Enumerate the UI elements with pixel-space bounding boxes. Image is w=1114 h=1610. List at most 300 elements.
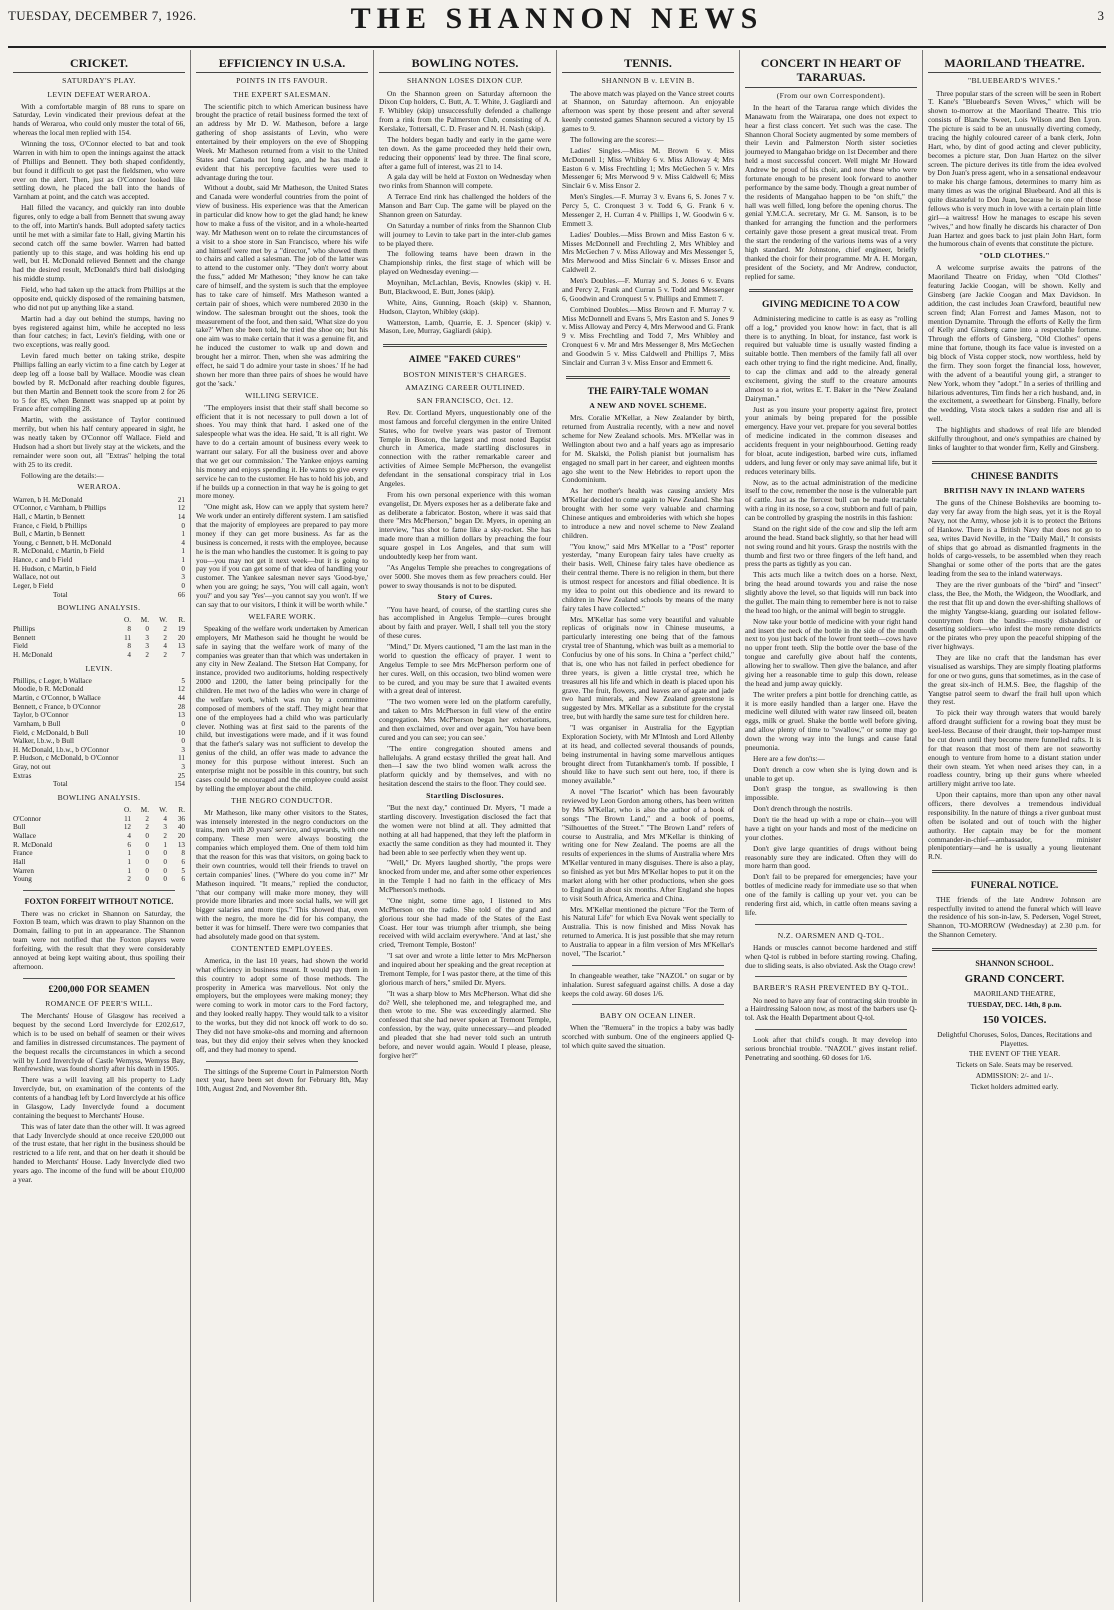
cell-name: Phillips, c Leger, b Wallace xyxy=(13,676,92,685)
paragraph: No need to have any fear of contracting skin trouble in a Hairdressing Saloon now, as most of the barbers use Q-tol. Ask the Health Department about Q-tol. xyxy=(745,995,917,1023)
subhead-cricket: SATURDAY'S PLAY. xyxy=(62,76,136,86)
batting-row xyxy=(13,694,185,703)
cell-name: Hance, c and b Field xyxy=(13,556,73,565)
cell-value: 0 xyxy=(145,857,149,866)
bowling-head-2: BOWLING ANALYSIS. xyxy=(57,793,141,803)
paragraph: "The two women were led on the platform carefully, and taken to Mrs McPherson in full view of the entire congregation. Mrs McPherson began her exhortations, and then exclaimed, over and over again, 'You have been cured and you can see; you can see.' xyxy=(379,697,551,742)
col-r: R. xyxy=(178,806,185,815)
headline-cricket: CRICKET. xyxy=(13,56,185,73)
paragraph: Ladies' Singles.—Miss M. Brown 6 v. Miss McDonnell 1; Miss Whibley 6 v. Miss Alloway 4; Mrs Easton 6 v. Miss Frechtling 1; Mrs McGechen 5 v. Mrs Messenger 6; Mrs Merwood 9 v. Miss Caldwell 6; Miss Sinclair 6 v. Miss Ensor 2. xyxy=(562,145,734,191)
paragraph: There was no cricket in Shannon on Saturday, the Foxton B team, which was drawn to play Shannon on the Domain, failing to put in an appearance. The Shannon team were not notified that the Foxton players were forfeiting, with the result that they were considerably annoyed at being kept waiting about, thus spoiling their afternoon. xyxy=(13,908,185,971)
total-label: Total xyxy=(53,780,68,789)
cell-value: 3 xyxy=(181,763,185,772)
paragraph: Here are a few don'ts:— xyxy=(753,753,825,763)
divider xyxy=(755,976,907,977)
cell-value: 36 xyxy=(177,814,185,823)
batting-row xyxy=(13,737,185,746)
cell-name: Taylor, b O'Connor xyxy=(13,711,69,720)
cell-value: 4 xyxy=(181,538,185,547)
cell-name: Field, c McDonald, b Bull xyxy=(13,728,89,737)
column-4 xyxy=(557,50,740,1602)
paragraph: The guns of the Chinese Bolsheviks are booming to-day very far away from the high seas, yet it is the Royal Navy, not the Army, whose job it is to protect the Britons of Hankow. There is a British Navy that does not go to sea, writes David Neville, in the "Daily Mail," It consists of ships that go abroad as dismantled fragments in the holds of cargo-vessels, to be assembled when they reach Shanghai or some other of the ports that are the gates leading from the sea to the inland waterways. xyxy=(928,498,1101,579)
concert-date: TUESDAY, DEC. 14th, 8 p.m. xyxy=(967,999,1062,1009)
headline-grand-concert: GRAND CONCERT. xyxy=(964,972,1065,985)
cell-value: 2 xyxy=(163,625,167,634)
nazol-advert: In changeable weather, take "NAZOL" on sugar or by inhalation. Surest safeguard against chills. A dose a day keeps the cold away. 60 doses 1/6. xyxy=(562,970,734,998)
cell-name: Wallace, not out xyxy=(13,573,60,582)
cell-value: 6 xyxy=(127,840,131,849)
divider xyxy=(932,870,1097,873)
headline-bandits: CHINESE BANDITS xyxy=(970,471,1059,482)
paragraph: Mrs. M'Kellar has some very beautiful and valuable replicas of originals now in Chinese museums, a particularly interesting one being that of the famous crystal tree of Shantung, which was built as a memorial to Confucius by one of his sons. In China a "perfect child," that is, one who has not failed in perfect obedience for three years, is given a little crystal tree, which he treasures all his life and which in death is placed upon his grave. The fruit, flowers, and leaves are of agate and jade two hard minerals, and New Zealand greenstone is suggested by Mrs. M'Kellar as a substitute for the crystal tree, but with hardly the same sure test for children here. xyxy=(562,614,734,722)
batting-row xyxy=(13,711,185,720)
cell-name: Warren xyxy=(13,866,34,875)
paragraph: The writer prefers a pint bottle for drenching cattle, as it is more easily handled than a larger one. Have the medicine well diluted with water raw linseed oil, beaten eggs, milk or gruel. Shake the bottle well before giving, and allow plenty of time to "swallow," or some may go down the wrong way into the lungs and cause fatal pneumonia. xyxy=(745,689,917,752)
cell-value: 2 xyxy=(145,650,149,659)
cell-value: 3 xyxy=(145,642,149,651)
paragraph: Men's Singles.—F. Murray 3 v. Evans 6, S. Jones 7 v. Percy 5, C. Cronquest 3 v. Todd 6, G. Frank 6 v. Messenger 2, H. Curran 4 v. Phillips 1, W. Goodwin 6 v. Emmett 3. xyxy=(562,192,734,228)
divider xyxy=(755,1029,907,1030)
paragraph: A welcome surprise awaits the patrons of the Maoriland Theatre on Friday, when "Old Clothes" featuring Jackie Coogan, will be shown. Kelly and Ginsberg (are Jackie Coogan and Max Davidson. In addition, the cast includes Joan Crawford, beautiful new screen find; Alan Forrest and James Mason, not to mention Dynamite. Through the efforts of Kelly the firm of Kelly and Ginsberg came into a respectable fortune. Through the efforts of Ginsberg, "Old Clothes" opens mine that fortune, though its face value is invested on a big block of Vista copper stock, now worthless, held by the firm. They soon forget the financial loss, however, with the advent of a beautiful young girl, a stranger to New York, whom they "adopt." In a series of thrilling and hilarious adventures, Tim finds her a rich husband, and, in the excitement, a sweetheart for Ginsberg. Finally, before the wedding, Vista stock takes a sudden rise and all is well. xyxy=(928,263,1101,424)
cell-value: 1 xyxy=(181,530,185,539)
cell-name: Wallace xyxy=(13,832,36,841)
subhead-aimee-2: AMAZING CAREER OUTLINED. xyxy=(405,382,525,392)
paragraph: "You know," said Mrs M'Kellar to a "Post" reporter yesterday, "many European fairy tales have cruelty as their basis. Well, Chinese fairy tales have obedience as their central theme. There is no religion in them, but there is utmost respect for ancestors and filial obedience. It is my idea to point out this obedience and its reward to children in New Zealand schools by means of the many fairy tales I have collected." xyxy=(562,541,734,613)
bowling-row xyxy=(13,651,185,660)
paragraph: Mrs. Coralie M'Kellar, a New Zealander by birth, returned from Australia recently, with a new and novel scheme for New Zealand schools. Mrs. M'Kellar was in Wellington about two and a half years ago as impresario for M. Skalski, the Polish pianist but journalism has engaged no small part in her career, and eighteen months ago she went to the New Hebrides to report upon the Condominium. xyxy=(562,413,734,485)
paragraph: When the "Remuera" in the tropics a baby was badly scorched with sunburn. One of the engineers applied Q-tol which quite saved the situation. xyxy=(562,1023,734,1051)
cell-value: 4 xyxy=(127,650,131,659)
paragraph: "One night, some time ago, I listened to Mrs McPherson on the radio. She told of the grand and glorious tour she had made of the States of the East Coast. Her tour was triumph after triumph, she being received with wild acclaim everywhere. 'And at last,' she cried, 'Tremont Temple, Boston!' xyxy=(379,895,551,950)
cell-value: 3 xyxy=(145,633,149,642)
cell-value: 0 xyxy=(163,875,167,884)
subhead-willing-service: WILLING SERVICE. xyxy=(245,390,319,400)
bowling-row xyxy=(13,832,185,841)
paragraph: There was a will leaving all his property to Lady Inverclyde, but, on examination of the contents of the contents of a handbag left by Lord Inverclyde at his office in Glasgow, Lady Inverclyde found a document containing the bequest to Merchants' House. xyxy=(13,1075,185,1120)
divider xyxy=(566,376,730,379)
cell-name: Extras xyxy=(13,771,32,780)
batting-row xyxy=(13,763,185,772)
subhead-bluebeard: "BLUEBEARD'S WIVES." xyxy=(967,76,1062,86)
cell-value: 8 xyxy=(127,625,131,634)
cell-value: 0 xyxy=(181,582,185,590)
cell-value: 10 xyxy=(177,728,185,737)
paragraph: Look after that child's cough. It may develop into serious bronchial trouble. "NAZOL" gives instant relief. Penetrating and soothing. 60 doses for 1/6. xyxy=(745,1035,917,1062)
cell-value: 28 xyxy=(177,702,185,711)
paragraph: Rev. Dr. Cortland Myers, unquestionably one of the most famous and forceful clergymen in the entire United States, who for twelve years was pastor of Tremont Temple in Boston, the largest and most noted Baptist church in America, made startling disclosures in connection with the rather remarkable career and activities of Aimee Semple McPherson, the evangelist defendant in the sensational conspiracy trial in Los Angeles. xyxy=(379,407,551,488)
cell-value: 8 xyxy=(127,642,131,651)
batting-row xyxy=(13,556,185,565)
concert-venue: MAORILAND THEATRE, xyxy=(973,988,1056,998)
paragraph: Mr Matheson, like many other visitors to the States, was intensely interested in the negro conductors on the trains, men with 20 years' service, and upwards, with one company. These men were always boosting the companies which employed them. One of them told him that the reason for this was that visitors, on going back to their own countries, would tell their friends to travel on certain companies' lines. ("Where do you come in?" Mr Matheson inquired. "It means," replied the conductor, "that our company will make more money, they will provide more libraries and more social halls, we will get bigger salaries and more tips." This showed that, even with the negro, the more he did for his company, the better it was for himself. There were two companies that had absolutely made good on that system. xyxy=(196,807,368,941)
headline-medicine: GIVING MEDICINE TO A COW xyxy=(762,300,900,311)
divider xyxy=(572,965,724,966)
cell-value: 3 xyxy=(181,745,185,754)
cell-name: Phillips xyxy=(13,625,35,634)
column-1 xyxy=(8,50,191,1602)
col-o: O. xyxy=(124,806,131,815)
paragraph: They are the river gunboats of the "bird" and "insect" class, the Bee, the Moth, the Widgeon, the Woodlark, and the rest that flit up and down the ever-shifting shallows of the mighty Yangtse-kiang, guarding our isolated fellow-countrymen from the bandits—mostly disbanded or deserting soldiers—who infest the more remote districts or the pirates who prey upon the peaceful shipping of the river highways. xyxy=(928,580,1101,652)
paragraph: Without a doubt, said Mr Matheson, the United States and Canada were wonderful countries from the point of view of business. His experience was that the American in particular did know how to get the glad hand; he knew how to make a fuss of the visitor, and in a whole-hearted way. Mr Matheson went on to relate the circumstances of a visit to a shoe store in San Francisco, where his wife and himself were met by a "director," who showed them to chairs and called a salesman. The job of the latter was to attend to the customer only. "They don't worry about the fuss," added Mr Matheson; "they know he can take care of himself, and the system is such that the employee has to take care of himself. Mrs Matheson wanted a certain pair of shoes, which were numbered 2030 in the window. The salesman brought out the shoes, took the measurement of the foot, and then said, 'What size do you take?' When she been told, he tried the shoe on; but his one aim was to make certain that it was a genuine fit, and he induced the customer to walk up and down and brought her a mirror. Then, when she was admiring the effect, he said 'I do admire your taste in shoes.' If he had shown her more than three pairs of shoes he would have got the 'sack.' xyxy=(196,183,368,388)
batting-row xyxy=(13,582,185,591)
column-3 xyxy=(374,50,557,1602)
headline-funeral: FUNERAL NOTICE. xyxy=(970,881,1059,892)
paragraph: To pick their way through waters that would barely afford draught sufficient for a rowing boat they must be keel-less. Because of their draught, their top-hamper must be cut down until they become mere funnelled rafts. It is for that reason that most of them are not seaworthy enough to venture from home to a distant station under their own steam. Yet when need arises they can, in a roadless country, bring up their guns where wheeled artillery might arrive too late. xyxy=(928,708,1101,789)
paragraph: Administering medicine to cattle is as easy as "rolling off a log," provided you know how: in fact, that is all there is to anything. In bloat, for instance, fast work is required but valuable time is usually wasted finding a suitable bottle. Then members of the family fall all over each other trying to find the right medicine. And, finally, to cap the climax and add to the already general excitement, giving the stuff to the creature amounts almost to a riot, writes E. T. Baker in the "New Zealand Dairyman." xyxy=(745,313,917,403)
cell-name: Bennett xyxy=(13,633,36,642)
concert-event: THE EVENT OF THE YEAR. xyxy=(968,1049,1061,1059)
total-value: 66 xyxy=(177,590,185,599)
divider xyxy=(932,461,1097,464)
paragraph: A novel "The Iscariot" which has been favourably reviewed by Leon Gordon among others, has been written by Mrs M'Kellar, who is also the author of a book of songs "The Brown Land," and a book of poems, "Silhouettes of the Street." "The Brown Land" refers of course to Australia, and Mrs M'Kellar is thinking of writing one for New Zealand. The poems are all the results of experiences in the slums of Australia where Mrs M'Kellar ventured in many disguises. There is also a play, so finished as yet but Mrs M'Kellar hopes to put it on the market along with her other productions, when she goes to England in about six months. After England she hopes to visit South Africa, America and China. xyxy=(562,787,734,903)
divider xyxy=(572,1004,724,1005)
bowling-row xyxy=(13,875,185,884)
subhead-negro-conductor: THE NEGRO CONDUCTOR. xyxy=(231,795,333,805)
cell-value: 1 xyxy=(181,556,185,565)
bowling-head: BOWLING ANALYSIS. xyxy=(57,603,141,613)
paragraph: "I was organiser in Australia for the Egyptian Exploration Society, with Mr M'Intosh and Lord Allenby at its head, and collected several thousands of pounds, being instrumental in having some marvellous antiques brought direct from Tutankhamen's tomb. If possible, I should like to have such sent out here, too, if there is money available." xyxy=(562,723,734,786)
paragraph: Speaking of the welfare work undertaken by American employers, Mr Matheson said he thought he would be safe in saying that the welfare work of many of the companies was greater than that which was undertaken in any city in New Zealand. The Stetson Hat Company, for instance, provided two auditoriums, holding respectively 2000 and 1200, the latter being principally for the children. He met two of the ladies who were in charge of the welfare work, which was run by a committee composed of members of the staff. They might hear that one of the employees had a child who was particularly clever. Nothing was at first said to the parents of the child, but investigations were made, and if it was found that the father's salary was not sufficient to develop the genius of the child, an offer was made to advance the money for this purpose without interest. Such an enterprise might not be possible in this country, but such cases could be encouraged and the employee could assist by telling the employer about the child. xyxy=(196,623,368,793)
headline-tennis: TENNIS. xyxy=(562,56,734,73)
bowling-row xyxy=(13,625,185,634)
paragraph: "You have heard, of course, of the startling cures she has accomplished in Angelus Temple—cures brought about by faith and prayer. Well, I shall tell you the story of these cures. xyxy=(379,604,551,641)
cell-value: 3 xyxy=(181,573,185,582)
headline-baby: BABY ON OCEAN LINER. xyxy=(600,1011,696,1021)
cell-value: 11 xyxy=(124,633,131,642)
col-o: O. xyxy=(124,616,131,625)
bowling-header-row xyxy=(13,616,185,625)
headline-efficiency: EFFICIENCY IN U.S.A. xyxy=(196,56,368,73)
batting-row xyxy=(13,547,185,556)
cell-name: Field xyxy=(13,642,28,651)
paragraph: With a comfortable margin of 88 runs to spare on Saturday, Levin vindicated their previous defeat at the hands of Weraroa, who could only muster the total of 66, whereas the local men replied with 154. xyxy=(13,101,185,138)
batting-row xyxy=(13,677,185,686)
cell-name: Warren, b H. McDonald xyxy=(13,495,83,504)
paragraph: They are like no craft that the landsman has ever visualised as warships. They are simply floating platforms for one or two guns, guns that sometimes, as in the case of the great six-inch of H.M.S. Bee, the flagship of the Yangtse patrol seem to dwarf the frail hull upon which they rest. xyxy=(928,653,1101,707)
headline-barber: BARBER'S RASH PREVENTED BY Q-TOL. xyxy=(752,983,910,993)
paragraph: The following are the scores:— xyxy=(570,134,664,144)
column-5 xyxy=(740,50,923,1602)
headline-aimee: AIMEE "FAKED CURES" xyxy=(408,355,522,366)
batting-row xyxy=(13,703,185,712)
paragraph: Now take your bottle of medicine with your right hand and insert the neck of the bottle in the side of the mouth next to you just back of the lower front teeth—cows have no upper front teeth. Slip the bottle over the base of the tongue and carefully give about half the contents, allowing her to swallow. Then give the balance, and after giving her a reasonable time to gulp this down, release the head and jump away quickly. xyxy=(745,616,917,688)
divider xyxy=(755,924,907,925)
cell-value: 0 xyxy=(145,840,149,849)
cell-value: 4 xyxy=(127,832,131,841)
cell-name: Martin, c O'Connor, b Wallace xyxy=(13,693,101,702)
paragraph: As her mother's health was causing anxiety Mrs M'Kellar decided to come again to New Zealand. She has brought with her some very valuable and charming Chinese antiques and embroideries with which she hopes to introduce a new and novel scheme to New Zealand children. xyxy=(562,486,734,540)
paragraph: The holders began badly and early in the game were ten down. As the game proceeded they held their own, reducing their opponents' lead by three. The final score, after a game full of interest, was 21 to 14. xyxy=(379,134,551,171)
batting-row xyxy=(13,573,185,582)
headline-fairy-tale: THE FAIRY-TALE WOMAN xyxy=(587,386,709,397)
batting-row xyxy=(13,754,185,763)
cell-value: 0 xyxy=(163,857,167,866)
paragraph: Don't tie the head up with a rope or chain—you will have a tight on your hands and most of the medicine on your clothes. xyxy=(745,815,917,842)
divider xyxy=(932,948,1097,951)
subhead-aimee: BOSTON MINISTER'S CHARGES. xyxy=(403,369,527,379)
cell-name: Walker, l.b.w., b Bull xyxy=(13,737,74,746)
newspaper-title: THE SHANNON NEWS xyxy=(350,2,764,35)
batting-row xyxy=(13,513,185,522)
concert-admission: ADMISSION: 2/- and 1/-. xyxy=(975,1071,1054,1081)
subhead-fairy-tale: A NEW AND NOVEL SCHEME. xyxy=(589,401,707,411)
headline-bowling: BOWLING NOTES. xyxy=(379,56,551,73)
paragraph: A gala day will be held at Foxton on Wednesday when two rinks from Shannon will compete. xyxy=(379,172,551,191)
paragraph: The above match was played on the Vance street courts at Shannon, on Saturday afternoon. An enjoyable afternoon was spent by those present and after several keenly contested games Shannon secured a victory by 15 games to 9. xyxy=(562,88,734,133)
cell-value: 6 xyxy=(181,875,185,884)
divider xyxy=(749,289,913,292)
cell-value: 0 xyxy=(163,849,167,858)
cell-value: 1 xyxy=(127,866,131,875)
issue-date: TUESDAY, DECEMBER 7, 1926. xyxy=(8,8,197,23)
cell-value: 2 xyxy=(163,633,167,642)
paragraph: Moynihan, McLachlan, Bevis, Knowles (skip) v. H. Butt, Blackwood, E. Butt, Jones (skip). xyxy=(379,278,551,296)
cell-value: 2 xyxy=(145,814,149,823)
divider xyxy=(206,1061,358,1062)
cell-name: Young xyxy=(13,875,32,884)
paragraph: Don't give large quantities of drugs without being reasonably sure they are indicated. Often they will do more harm than good. xyxy=(745,843,917,871)
total-value: 154 xyxy=(174,780,185,789)
cell-name: Bennett, c France, b O'Connor xyxy=(13,702,101,711)
paragraph: "As Angelus Temple she preaches to congregations of over 5000. She moves them as few preachers could. Her power to sway thousands is not to be disputed. xyxy=(379,562,551,590)
cell-value: 0 xyxy=(181,564,185,573)
batting-row xyxy=(13,522,185,531)
cell-value: 3 xyxy=(163,823,167,832)
headline-theatre: MAORILAND THEATRE. xyxy=(928,56,1101,73)
paragraph: Three popular stars of the screen will be seen in Robert T. Kane's "Bluebeard's Seven Wives," which will be shown to-morrow at the Maoriland Theatre. This trio consists of Blanche Sweet, Lois Wilson and Ben Lyon. The picture is said to be an unusually diverting comedy, tracing the highly coloured career of a bank clerk, John Hart, who, by dint of good acting and clever publicity, becomes a picture star, Don Juan Hartez on the silver screen. The picture derives its title from the idea evolved by Don Juan's press agent, who in a sensational endeavour to make his charge famous, determines to marry him as many times as was the original Bluebeard. And all this is quite distasteful to Don Juan, because he is one of those fellows who is very much in love with a certain plain little girl—a waitress! How he manages to escape his seven "wives," and how finally he discards his character of Don Juan Hartez and goes back to just plain John Hart, form the humorous chain of events that constitute the picture. xyxy=(928,88,1101,249)
cell-value: 11 xyxy=(178,754,185,763)
paragraph: The following teams have been drawn in the Championship rinks, the first stage of which will be played on Wednesday evening:— xyxy=(379,249,551,277)
cell-name: Young, c Bennett, b H. McDonald xyxy=(13,538,112,547)
paragraph: Just as you insure your property against fire, protect your animals by being prepared for the possible emergency. Have your vet. prepare for you several bottles of medicine indicated in the common diseases and accidents frequent in your neighbourhood. Getting ready for bloat, acute indigestion, barbed wire cuts, inflamed udders, and lung fever or only may save animal life, but it reduces veterinary bills. xyxy=(745,404,917,476)
cell-name: P. Hudson, c McDonald, b O'Connor xyxy=(13,754,119,763)
headline-foxton: FOXTON FORFEIT WITHOUT NOTICE. xyxy=(24,896,174,906)
column-2 xyxy=(191,50,374,1602)
batting-row xyxy=(13,772,185,781)
divider xyxy=(23,978,175,979)
cell-value: 0 xyxy=(181,719,185,728)
cell-value: 0 xyxy=(145,866,149,875)
cell-name: Hall xyxy=(13,857,26,866)
cell-value: 1 xyxy=(163,840,167,849)
team-weraroa: WERAROA. xyxy=(77,482,121,492)
cell-value: 7 xyxy=(181,650,185,659)
cell-value: 12 xyxy=(177,504,185,513)
batting-row xyxy=(13,539,185,548)
cell-value: 20 xyxy=(177,832,185,841)
cell-value: 20 xyxy=(177,633,185,642)
batting-row xyxy=(13,685,185,694)
paragraph: "Well," Dr. Myers laughed shortly, "the props were knocked from under me, and after some other experiences in the Temple I had no faith in the efficacy of Mrs McPherson's methods. xyxy=(379,858,551,895)
paragraph: Don't grasp the tongue, as swallowing is then impossible. xyxy=(745,784,917,803)
cell-value: 8 xyxy=(181,849,185,858)
paragraph: "But the next day," continued Dr. Myers, "I made a startling discovery. Investigation disclosed the fact that the women were not blind at all. They admitted that nothing at all had happened, that they left the platform in exactly the same condition as they had mounted it. They had been able to see perfectly when they went up. xyxy=(379,803,551,857)
paragraph: The scientific pitch to which American business have brought the practice of retail business formed the text of an address by Mr D. W. Matheson, before a large gathering of shop assistants of Levin, who were entertained by their employers on the eve of Shopping Week. Mr Matheson returned from a visit to the United States and Canada not long ago, and he has made it evident that his perceptive faculties were used to advantage during the tour. xyxy=(196,101,368,182)
subhead-contented: CONTENTED EMPLOYEES. xyxy=(230,943,334,953)
cell-value: 1 xyxy=(127,849,131,858)
cell-value: 0 xyxy=(181,521,185,530)
cell-value: 12 xyxy=(123,823,131,832)
cell-name: H. Hudson, c Martin, b Field xyxy=(13,564,97,573)
subhead-old-clothes: "OLD CLOTHES." xyxy=(979,251,1050,261)
column-6 xyxy=(923,50,1106,1602)
paragraph: On Saturday a number of rinks from the Shannon Club will journey to Levin to take part in the inter-club games to be played there. xyxy=(379,220,551,248)
cell-name: France xyxy=(13,849,33,858)
cell-value: 0 xyxy=(145,832,149,841)
paragraph: Martin, with the assistance of Taylor continued merrily, but when his half century appeared in sight, he was neatly taken by O'Connor off Wallace. Field and Hudson had a short but lively stay at the wickets, and the remainder were soon out, all "Extras" helping the total with 25 to its credit. xyxy=(13,415,185,469)
batting-row xyxy=(13,720,185,729)
concert-early: Ticket holders admitted early. xyxy=(970,1082,1059,1092)
bowling-table-1 xyxy=(13,616,185,659)
subhead-concert: (From our own Correspondent). xyxy=(776,90,886,100)
batting-row xyxy=(13,496,185,505)
concert-voices: 150 VOICES. xyxy=(982,1013,1047,1026)
batting-row xyxy=(13,565,185,574)
subhead-welfare: WELFARE WORK. xyxy=(248,611,316,621)
cell-name: H. McDonald xyxy=(13,650,53,659)
divider xyxy=(383,344,547,347)
cell-name: R. McDonald, c Martin, b Field xyxy=(13,547,105,556)
headline-oarsmen: N.Z. OARSMEN AND Q-TOL. xyxy=(777,930,885,940)
cell-value: 5 xyxy=(181,676,185,685)
cell-value: 2 xyxy=(127,875,131,884)
paragraph: Levin fared much better on taking strike, despite Phillips falling an early victim to a fine catch by Leger at deep leg off a loose ball by Wallace. Moodie was clean bowled by R. McDonald after reaching double figures, but then Martin and Bennett took the score from 2 for 26 to 5 for 85, when Bennett was snapped up at point by France after compiling 28. xyxy=(13,351,185,414)
cell-name: Gray, not out xyxy=(13,763,51,772)
batting-table-2 xyxy=(13,677,185,789)
cell-value: 11 xyxy=(124,814,131,823)
concert-items: Delightful Choruses, Solos, Dances, Recitations and Playettes. xyxy=(937,1029,1092,1048)
cell-value: 4 xyxy=(163,642,167,651)
cell-value: 44 xyxy=(177,693,185,702)
paragraph: From his own personal experience with this woman evangelist, Dr. Myers exposes her as a deliberate fake and as deliberate a fabricator. Boston, where it was said that there "Mrs McPherson," began Dr. Myers, in opening an interview, "has shot to fame like a sky-rocket. She has made more than a million dollars by preaching the four square gospel in Los Angeles, and that sum will undoubtedly keep her from want. xyxy=(379,489,551,561)
cell-value: 14 xyxy=(177,512,185,521)
headline-seamen: £200,000 FOR SEAMEN xyxy=(48,984,150,995)
bowling-row xyxy=(13,849,185,858)
cell-name: Hall, c Martin, b Bennett xyxy=(13,512,85,521)
bowling-row xyxy=(13,858,185,867)
cell-name: Bull xyxy=(13,823,26,832)
cell-name: Leger, b Field xyxy=(13,582,54,590)
bowling-row xyxy=(13,642,185,651)
paragraph: Martin had a day out behind the stumps, having no byes registered against him, while he accepted no less than four catches; in fact, Levin's fielding, with one or two exceptions, was really good. xyxy=(13,313,185,350)
page-number: 3 xyxy=(1097,8,1104,23)
batting-row xyxy=(13,504,185,513)
paragraph: Watterston, Lamb, Quarrie, E. J. Spencer (skip) v. Mason, Lee, Murray, Gagliardi (skip). xyxy=(379,317,551,336)
batting-table-1 xyxy=(13,496,185,600)
cell-value: 1 xyxy=(127,857,131,866)
batting-row xyxy=(13,746,185,755)
columns xyxy=(8,50,1106,1602)
paragraph: White, Ains, Gunning, Roach (skip) v. Shannon, Hudson, Clayton, Whibley (skip). xyxy=(379,297,551,316)
subhead-seamen: ROMANCE OF PEER'S WILL. xyxy=(45,999,153,1009)
cell-name: Bull, c Martin, b Bennett xyxy=(13,530,85,539)
paragraph: Field, who had taken up the attack from Phillips at the opposite end, quickly disposed of the remaining batsmen, who did not put up anything like a stand. xyxy=(13,285,185,312)
cell-name: France, c Field, b Phillips xyxy=(13,521,87,530)
col-w: W. xyxy=(159,616,167,625)
cell-value: 2 xyxy=(163,832,167,841)
dateline: SAN FRANCISCO, Oct. 12. xyxy=(416,395,514,405)
subhead-salesman: THE EXPERT SALESMAN. xyxy=(233,89,331,99)
cell-name: O'Connor, c Varnham, b Phillips xyxy=(13,504,107,513)
subhead-startling: Startling Disclosures. xyxy=(426,791,504,801)
paragraph: "It was a sharp blow to Mrs McPherson. What did she do? Well, she telephoned me, and telegraphed me, and then wrote to me. She was exceedingly alarmed. She confessed that she had never spoken at Tremont Temple, confession, by the way, quite unnecessary—and pleaded and pleaded that she had never told such an untruth before, and never would again. Would I please, please, forgive her?" xyxy=(379,988,551,1060)
cell-value: 4 xyxy=(163,814,167,823)
paragraph: Don't drench a cow when she is lying down and is unable to get up. xyxy=(745,764,917,783)
subhead-cricket-2: LEVIN DEFEAT WERAROA. xyxy=(47,89,151,99)
paragraph: In the heart of the Tararua range which divides the Manawatu from the Wairarapa, one does not expect to hear a first class concert. Yet such was the case. The Shannon Choral Society augmented by some members of their Levin and Palmerston North sister societies journeyed to Mangahao bridge on 1st December and there held a most successful concert. Well might Mr Howard Andrew be proud of his choir, and now these who were fortunate enough to be present look forward to another performance by the same body. Though a great number of the residents of Mangahao happen to be "on shift," the hall was well filled, long before the opening chorus. The genial Y.M.C.A. secretary, Mr G. M. Sanson, is to be thanked for arranging the function and the performers certainly gave those present a great musical treat. From the start the rendering of the various items was of a very high standard. Mr Johnstone, chief engineer, briefly thanked the choir for their programme. Mr A. H. Morgan, president of the Society, and Mr Andrew, conductor, replied for same. xyxy=(745,102,917,281)
subhead-efficiency: POINTS IN ITS FAVOUR. xyxy=(236,76,328,86)
subhead-story-of-cures: Story of Cures. xyxy=(437,592,493,602)
cell-name: Varnham, b Bull xyxy=(13,719,61,728)
paragraph: Stand on the right side of the cow and slip the left arm around the head. Stand back slightly, so that her head will not swing round and hit yours. Grasp the nostrils with the thumb and first two or three fingers of the left hand, and press the parts as tightly as you can. xyxy=(745,523,917,569)
masthead xyxy=(8,0,1106,48)
cell-value: 25 xyxy=(177,771,185,780)
paragraph: Don't fail to be prepared for emergencies; have your bottles of medicine ready for immediate use so that when one of the family is calling up your vet. you can be rendering first aid, which, in cattle often means saving a life. xyxy=(745,872,917,917)
subhead-bowling: SHANNON LOSES DIXON CUP. xyxy=(407,76,523,86)
paragraph: Following are the details:— xyxy=(21,470,104,480)
cell-name: R. McDonald xyxy=(13,840,53,849)
concert-tickets: Tickets on Sale. Seats may be reserved. xyxy=(956,1060,1073,1070)
paragraph: Combined Doubles.—Miss Brown and F. Murray 7 v. Miss McDonnell and Evans 5, Mrs Easton and S. Jones 9 v. Miss Alloway and Percy 4, Mrs Merwood and G. Frank 9 v. Miss Frechtling and Todd 7, Mrs Whibley and Cronquest 6 v. Mr and Mrs Messenger 8, Mrs McGechen and Goodwin 5 v. Miss Caldwell and Phillips 7, Miss Sinclair and Curran 3 v. Miss Ensor and Emmett 6. xyxy=(562,304,734,367)
cell-name: O'Connor xyxy=(13,814,42,823)
cell-value: 13 xyxy=(177,840,185,849)
batting-row xyxy=(13,729,185,738)
headline-concert: CONCERT IN HEART OF TARARUAS. xyxy=(745,56,917,88)
divider xyxy=(23,890,175,891)
cell-value: 40 xyxy=(177,823,185,832)
paragraph: This acts much like a twitch does on a horse. Next, bring the head around towards you and raise the nose slightly above the level, so that liquids will run back into the gullet. The main thing to remember here is not to raise the head too high, or the animal will begin to struggle. xyxy=(745,570,917,615)
paragraph: Mrs. M'Kellar mentioned the picture "For the Term of his Natural Life" for which Eva Novak went specially to Australia. This is now finished and Miss Novak has returned to America. It is just possible that she may return to Australia to appear in a film version of Mrs M'Kellar's novel, "The Iscariot." xyxy=(562,904,734,958)
cell-value: 0 xyxy=(145,625,149,634)
cell-value: 0 xyxy=(181,737,185,746)
cell-value: 6 xyxy=(181,857,185,866)
cell-value: 13 xyxy=(177,642,185,651)
cell-value: 13 xyxy=(177,711,185,720)
col-m: M. xyxy=(140,616,149,625)
team-levin: LEVIN. xyxy=(85,663,113,673)
subhead-bandits: BRITISH NAVY IN INLAND WATERS xyxy=(943,486,1086,496)
total-label: Total xyxy=(53,590,68,599)
paragraph: Ladies' Doubles.—Miss Brown and Miss Easton 6 v. Misses McDonnell and Frechtling 2, Mrs Whibley and Mrs McGechen 7 v. Miss Alloway and Mrs Messenger 5, Mrs Merwood and Miss Sinclair 6 v. Misses Ensor and Caldwell 2. xyxy=(562,229,734,275)
bowling-row xyxy=(13,815,185,824)
batting-row xyxy=(13,530,185,539)
cell-value: 1 xyxy=(181,547,185,556)
paragraph: "Mind," Dr. Myers cautioned, "I am the last man in the world to question the efficacy of prayer. I went to Angelus Temple to see Mrs McPherson perform one of her cures. Well, on this occasion, two blind women were to be cured, and you may be sure that I awaited events with a great deal of interest. xyxy=(379,642,551,696)
paragraph: Hall filled the vacancy, and quickly ran into double figures, only to edge a ball from Bennett that swung away to the off, into Martin's hands. Bull adopted safety tactics until he met with a similar fate to Hall, giving Martin his second catch off the same bowler. Warren had batted patiently up to this stage, and was holding his end up well, but H. McDonald relieved Bennett and the change had the desired result, McDonald's third ball dislodging his middle stump. xyxy=(13,203,185,284)
cell-value: 0 xyxy=(145,875,149,884)
bowling-row xyxy=(13,841,185,850)
paragraph: "The entire congregation shouted amens and hallelujahs. A grand ecstasy thrilled the great hall. And then—I saw the two blind women walk across the platform quickly and by themselves, and with no hesitation descend the stairs to the floor. They could see. xyxy=(379,743,551,789)
col-w: W. xyxy=(159,806,167,815)
cell-name: H. McDonald, l.b.w., b O'Connor xyxy=(13,745,109,754)
bowling-row xyxy=(13,823,185,832)
paragraph: Men's Doubles.—F. Murray and S. Jones 6 v. Evans and Percy 2, Frank and Curran 5 v. Todd and Messenger 6, Goodwin and Cronquest 5 v. Phillips and Emmett 7. xyxy=(562,276,734,303)
paragraph: A Terrace End rink has challenged the holders of the Manson and Barr Cup. The game will be played on the Shannon green on Saturday. xyxy=(379,192,551,219)
bowling-row xyxy=(13,634,185,643)
paragraph: On the Shannon green on Saturday afternoon the Dixon Cup holders, C. Butt, A. T. White, J. Gagliardi and F. Whibley (skip) unsuccessfully defended a challenge from a rink from the Palmerston Club, consisting of A. Kerslake, Tottersall, C. D. Fraser and N. H. Nash (skip). xyxy=(379,88,551,133)
paragraph: The highlights and shadows of real life are blended skilfully throughout, and one's sympathies are chained by links of laughter to that wonder firm, Kelly and Ginsberg. xyxy=(928,425,1101,452)
cell-value: 5 xyxy=(181,866,185,875)
cell-value: 12 xyxy=(177,685,185,694)
total-row xyxy=(13,591,185,600)
bowling-row xyxy=(13,867,185,876)
paragraph: The Merchants' House of Glasgow has received a bequest by the second Lord Inverclyde for £202,617, which is to be used on behalf of seamen or their wives and families in distressed circumstances. The payment of the bequest recalls the circumstances in which a second will by Lord Inverclyde of Castle Wemyss, Wemyss Bay, Renfrewshire, was found shortly after his death in 1905. xyxy=(13,1011,185,1074)
paragraph: The sittings of the Supreme Court in Palmerston North next year, have been set down for February 8th, May 10th, August 2nd, and November 8th. xyxy=(196,1066,368,1094)
bowling-header-row xyxy=(13,806,185,815)
paragraph: Hands or muscles cannot become hardened and stiff when Q-tol is rubbed in before starting rowing. Chafing, due to sliding seats, is also obviated. Ask the Otago crew! xyxy=(745,942,917,970)
paragraph: Winning the toss, O'Connor elected to bat and took Warren in with him to open the innings against the attack of Phillips and Bennett. They both shaped confidently, but found it difficult to get past the fieldsmen, who were ever on the alert. Then, just as O'Connor looked like settling down, he placed the ball into the hands of Varnham at point, and the catch was accepted. xyxy=(13,139,185,202)
cell-value: 2 xyxy=(145,823,149,832)
